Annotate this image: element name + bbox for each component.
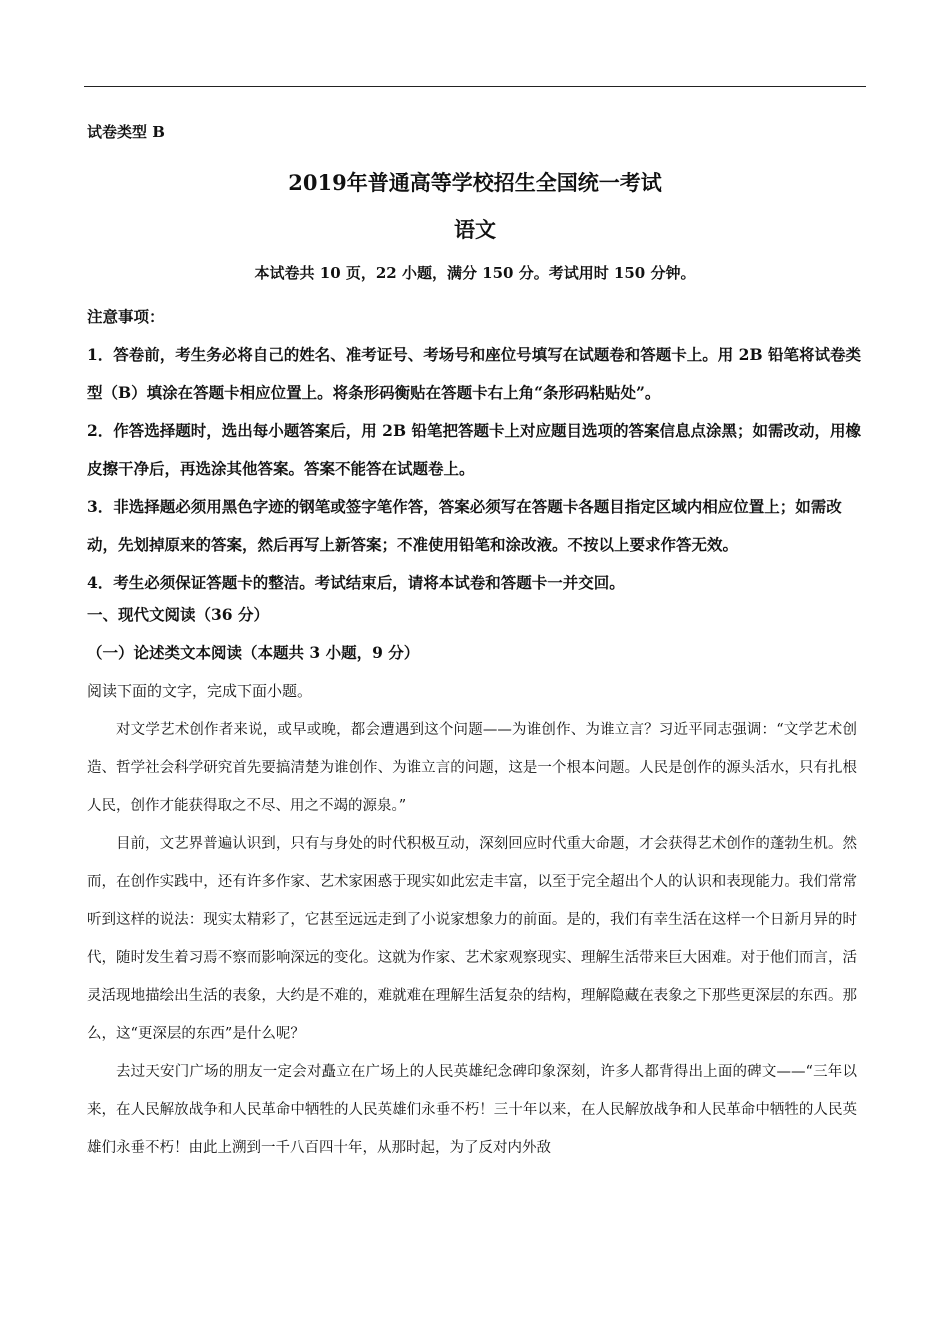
reading-instruction: 阅读下面的文字，完成下面小题。 xyxy=(87,682,313,700)
notice-heading: 注意事项： xyxy=(87,307,165,326)
paper-type-label: 试卷类型 B xyxy=(87,123,165,141)
notice-block xyxy=(87,298,867,602)
article-paragraph: 对文学艺术创作者来说，或早或晚，都会遭遇到这个问题——为谁创作、为谁立言？习近平同志强调：“文学艺术创造、哲学社会科学研究首先要搞清楚为谁创作、为谁立言的问题，这是一个根本问题。人民是创作的源头活水，只有扎根人民，创作才能获得取之不尽、用之不竭的源泉。” xyxy=(87,722,857,814)
notice-item: 2．作答选择题时，选出每小题答案后，用 2B 铅笔把答题卡上对应题目选项的答案信息点涂黑；如需改动，用橡皮擦干净后，再选涂其他答案。答案不能答在试题卷上。 xyxy=(87,421,861,478)
exam-title: 2019年普通高等学校招生全国统一考试 xyxy=(288,170,662,195)
notice-item: 4．考生必须保证答题卡的整洁。考试结束后，请将本试卷和答题卡一并交回。 xyxy=(87,573,625,592)
subsection-title: （一）论述类文本阅读（本题共 3 小题，9 分） xyxy=(87,643,420,662)
notice-item: 3．非选择题必须用黑色字迹的钢笔或签字笔作答，答案必须写在答题卡各题目指定区域内相应位置上；如需改动，先划掉原来的答案，然后再写上新答案；不准使用铅笔和涂改液。不按以上要求作答无效。 xyxy=(87,497,842,554)
article-paragraph: 去过天安门广场的朋友一定会对矗立在广场上的人民英雄纪念碑印象深刻，许多人都背得出上面的碑文——“三年以来，在人民解放战争和人民革命中牺牲的人民英雄们永垂不朽！三十年以来，在人民解放战争和人民革命中牺牲的人民英雄们永垂不朽！由此上溯到一千八百四十年，从那时起，为了反对内外敌 xyxy=(87,1064,857,1156)
exam-meta: 本试卷共 10 页，22 小题，满分 150 分。考试用时 150 分钟。 xyxy=(254,264,696,282)
notice-item: 1．答卷前，考生务必将自己的姓名、准考证号、考场号和座位号填写在试题卷和答题卡上。用 2B 铅笔将试卷类型（B）填涂在答题卡相应位置上。将条形码衡贴在答题卡右上角“条形码粘贴处”。 xyxy=(87,345,861,402)
section-title: 一、现代文阅读（36 分） xyxy=(87,605,269,624)
header-rule xyxy=(84,86,866,87)
subject-title: 语文 xyxy=(454,217,496,242)
article-body xyxy=(87,711,857,1167)
article-paragraph: 目前，文艺界普遍认识到，只有与身处的时代积极互动，深刻回应时代重大命题，才会获得艺术创作的蓬勃生机。然而，在创作实践中，还有许多作家、艺术家困惑于现实如此宏走丰富，以至于完全超出个人的认识和表现能力。我们常常听到这样的说法：现实太精彩了，它甚至远远走到了小说家想象力的前面。是的，我们有幸生活在这样一个日新月异的时代，随时发生着习焉不察而影响深远的变化。这就为作家、艺术家观察现实、理解生活带来巨大困难。对于他们而言，活灵活现地描绘出生活的表象，大约是不难的，难就难在理解生活复杂的结构，理解隐藏在表象之下那些更深层的东西。那么，这“更深层的东西”是什么呢？ xyxy=(87,836,857,1042)
